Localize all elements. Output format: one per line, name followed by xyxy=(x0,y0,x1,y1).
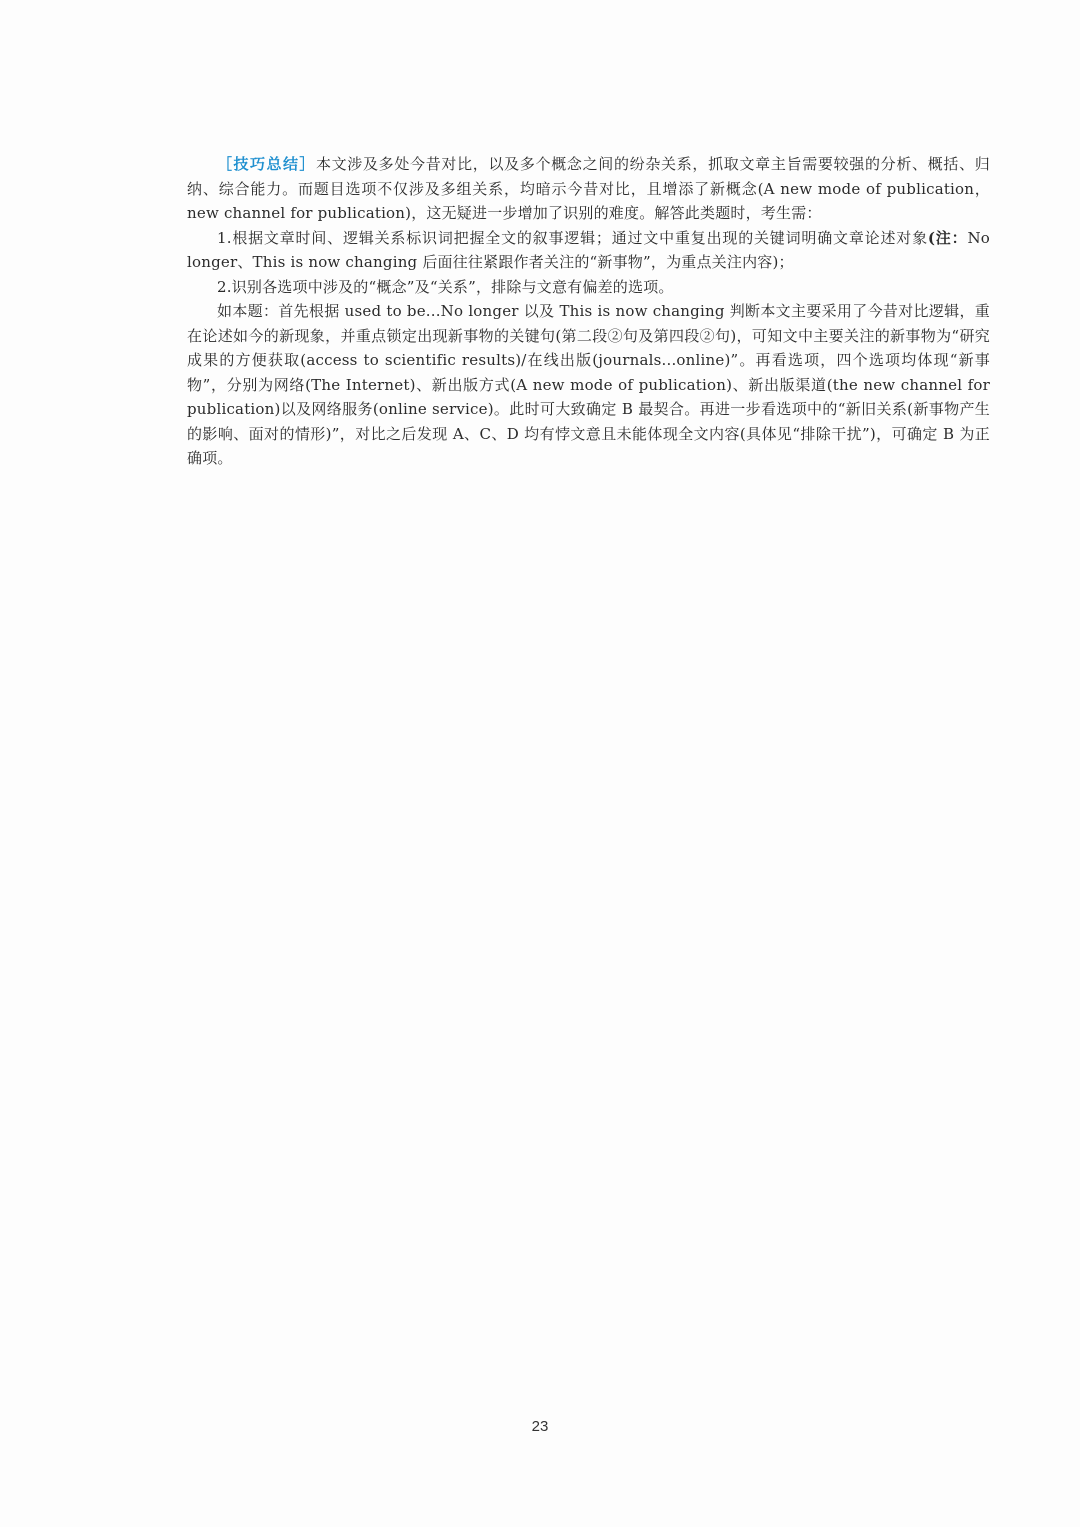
page-number: 23 xyxy=(531,1418,549,1435)
point-1-note-prefix: (注： xyxy=(927,228,968,247)
point-1-text: 1.根据文章时间、逻辑关系标识词把握全文的叙事逻辑；通过文中重复出现的关键词明确文章论述对象 xyxy=(217,228,928,247)
tips-summary-label: ［技巧总结］ xyxy=(217,155,316,173)
summary-intro-text: 本文涉及多处今昔对比，以及多个概念之间的纷杂关系，抓取文章主旨需要较强的分析、概括、归纳、综合能力。而题目选项不仅涉及多组关系，均暗示今昔对比，且增添了新概念(A new mode of publication，new channel for publication)，这无疑进一步增加了识别的难度。解答此类题时，考生需： xyxy=(187,155,990,222)
example-paragraph: 如本题：首先根据 used to be...No longer 以及 This is now changing 判断本文主要采用了今昔对比逻辑，重在论述如今的新现象，并重点锁定出现新事物的关键句(第二段②句及第四段②句)，可知文中主要关注的新事物为“研究成果的方便获取(access to scientific results)/在线出版(journals...online)”。再看选项，四个选项均体现“新事物”，分别为网络(The Internet)、新出版方式(A new mode of publication)、新出版渠道(the new channel for publication)以及网络服务(online service)。此时可大致确定 B 最契合。再进一步看选项中的“新旧关系(新事物产生的影响、面对的情形)”，对比之后发现 A、C、D 均有悖文意且未能体现全文内容(具体见“排除干扰”)，可确定 B 为正确项。 xyxy=(187,302,990,467)
summary-point-2: 2.识别各选项中涉及的“概念”及“关系”，排除与文意有偏差的选项。 xyxy=(217,277,674,296)
summary-point-1 xyxy=(187,226,990,275)
tips-summary-section xyxy=(187,152,990,471)
point-1-note-text: No longer、This is now changing 后面往往紧跟作者关注的“新事物”，为重点关注内容)； xyxy=(187,228,990,271)
summary-intro-paragraph xyxy=(187,152,990,226)
